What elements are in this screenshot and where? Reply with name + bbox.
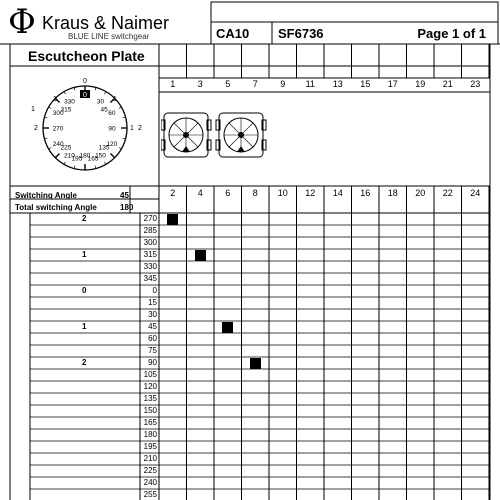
row-position: 0 <box>82 286 87 295</box>
contact-bottom-6: 6 <box>225 188 231 198</box>
row-angle: 90 <box>148 358 157 367</box>
terminal-diagram <box>161 108 271 163</box>
dial-pos-right: 2 <box>138 125 142 132</box>
contact-top-5: 5 <box>225 79 231 89</box>
dial-degree-label: 315 <box>60 106 72 114</box>
row-angle: 165 <box>143 418 157 427</box>
row-angle: 150 <box>143 406 157 415</box>
row-position: 1 <box>82 250 87 259</box>
dial-tick <box>110 153 114 157</box>
dial-degree-label: 135 <box>98 144 110 152</box>
contact-top-17: 17 <box>387 79 398 89</box>
dial-tick <box>119 148 122 150</box>
contact-top-9: 9 <box>280 79 286 89</box>
dial-degree-label: 300 <box>52 110 64 117</box>
logo-icon: Φ <box>8 2 36 42</box>
dial-pos-ul2: 1 <box>53 96 57 103</box>
row-angle: 45 <box>148 322 157 331</box>
contact-closed-mark <box>167 214 178 225</box>
row-angle: 255 <box>143 490 157 499</box>
contact-bottom-22: 22 <box>442 188 453 198</box>
contact-bottom-24: 24 <box>470 188 481 198</box>
row-angle: 345 <box>143 274 157 283</box>
dial-degree-label: 180 <box>79 152 91 160</box>
contact-top-21: 21 <box>442 79 453 89</box>
row-angle: 210 <box>143 454 157 463</box>
total-angle-label: Total switching Angle <box>15 203 97 212</box>
contact-bottom-18: 18 <box>387 188 398 198</box>
row-angle: 75 <box>148 346 157 355</box>
dial-degree-label: 165 <box>87 155 99 163</box>
row-angle: 330 <box>143 262 157 271</box>
contact-closed-mark <box>222 322 233 333</box>
contact-bottom-2: 2 <box>170 188 176 198</box>
contact-top-1: 1 <box>170 79 176 89</box>
contact-bottom-16: 16 <box>360 188 371 198</box>
dial-degree-label: 30 <box>96 98 105 106</box>
row-angle: 30 <box>148 310 157 319</box>
switch-body-1 <box>161 113 211 157</box>
contact-bottom-20: 20 <box>415 188 426 198</box>
dial-degree-label: 45 <box>100 106 108 114</box>
row-angle: 315 <box>143 250 157 259</box>
row-angle: 225 <box>143 466 157 475</box>
total-angle-value: 180 <box>120 203 134 212</box>
contact-closed-mark <box>250 358 261 369</box>
dial-tick <box>55 153 59 157</box>
row-angle: 300 <box>143 238 157 247</box>
dial-degree-label: 60 <box>108 110 116 117</box>
contact-top-3: 3 <box>197 79 203 89</box>
row-angle: 270 <box>143 214 157 223</box>
contact-top-15: 15 <box>360 79 371 89</box>
dial-degree-label: 210 <box>64 152 75 160</box>
dial-degree-label: 225 <box>60 144 72 152</box>
dial-pos-ul: 1 <box>31 106 35 113</box>
dial-pos-ur: 1 <box>113 96 117 103</box>
contact-bottom-4: 4 <box>197 188 203 198</box>
row-angle: 105 <box>143 370 157 379</box>
row-angle: 120 <box>143 382 157 391</box>
brand-name: Kraus & Naimer <box>42 13 170 33</box>
row-angle: 195 <box>143 442 157 451</box>
row-position: 1 <box>82 322 87 331</box>
contact-bottom-14: 14 <box>332 188 343 198</box>
series-code: CA10 <box>216 26 250 41</box>
dial-pos-left: 2 <box>34 125 38 132</box>
dial-degree-label: 270 <box>52 125 64 133</box>
dial-pos-0: 0 <box>83 78 87 85</box>
dial-degree-label: 330 <box>64 98 75 106</box>
contact-bottom-8: 8 <box>252 188 258 198</box>
contact-top-23: 23 <box>470 79 481 89</box>
contact-bottom-12: 12 <box>305 188 316 198</box>
dial-tick <box>105 162 107 165</box>
escutcheon-title: Escutcheon Plate <box>28 48 145 64</box>
article-code: SF6736 <box>278 26 324 41</box>
row-position: 2 <box>82 214 87 223</box>
row-angle: 0 <box>152 286 157 295</box>
dial-degree-label: 195 <box>71 155 83 163</box>
dial-degree-label: 150 <box>95 152 106 160</box>
contact-top-7: 7 <box>252 79 258 89</box>
switch-body-2 <box>216 113 266 157</box>
row-angle: 60 <box>148 334 157 343</box>
contact-closed-mark <box>195 250 206 261</box>
dial-degree-label: 240 <box>52 141 64 148</box>
dial-tick <box>64 162 66 165</box>
row-angle: 240 <box>143 478 157 487</box>
row-angle: 285 <box>143 226 157 235</box>
switching-angle-label: Switching Angle <box>15 191 77 200</box>
row-angle: 180 <box>143 430 157 439</box>
contact-top-19: 19 <box>415 79 426 89</box>
page-number: Page 1 of 1 <box>417 26 486 41</box>
contact-bottom-10: 10 <box>277 188 288 198</box>
switching-angle-value: 45 <box>120 191 129 200</box>
escutcheon-dial <box>30 76 145 176</box>
brand-tagline: BLUE LINE switchgear <box>68 32 150 41</box>
row-angle: 15 <box>148 298 157 307</box>
dial-tick <box>49 107 52 109</box>
dial-tick <box>64 92 66 95</box>
dial-tick <box>119 107 122 109</box>
dial-pos-90: 1 <box>130 125 134 132</box>
dial-tick <box>105 92 107 95</box>
dial-degree-label: 90 <box>108 125 116 133</box>
header-top-box <box>211 2 498 22</box>
pointer-label: 0 <box>83 92 87 99</box>
contact-top-13: 13 <box>332 79 343 89</box>
contact-top-11: 11 <box>305 79 315 89</box>
dial-degree-label: 120 <box>106 141 118 148</box>
dial-tick <box>49 148 52 150</box>
row-position: 2 <box>82 358 87 367</box>
row-angle: 135 <box>143 394 157 403</box>
